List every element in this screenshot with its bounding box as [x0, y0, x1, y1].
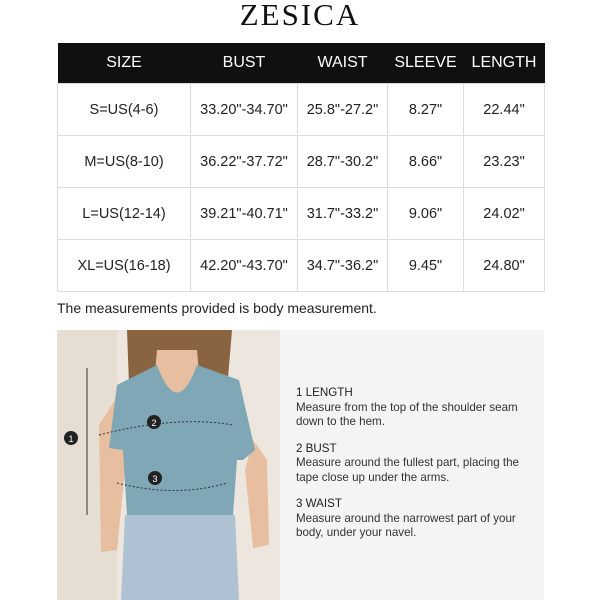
cell-waist: 25.8"-27.2" — [298, 84, 388, 136]
size-chart-table — [57, 43, 545, 292]
measurement-guide-panel — [57, 330, 544, 600]
cell-waist: 28.7"-30.2" — [298, 136, 388, 188]
model-illustration — [57, 330, 280, 600]
marker-bust-label: 2 — [151, 418, 157, 428]
marker-waist-label: 3 — [152, 474, 158, 484]
cell-length: 23.23" — [464, 136, 545, 188]
cell-waist: 31.7"-33.2" — [298, 188, 388, 240]
cell-length: 24.80" — [464, 240, 545, 292]
cell-size: M=US(8-10) — [58, 136, 191, 188]
instruction-length — [296, 386, 526, 430]
cell-sleeve: 9.06" — [388, 188, 464, 240]
cell-bust: 42.20"-43.70" — [191, 240, 298, 292]
instruction-waist — [296, 497, 526, 541]
table-row — [58, 188, 545, 240]
cell-bust: 39.21"-40.71" — [191, 188, 298, 240]
measurement-instructions — [296, 386, 526, 553]
cell-sleeve: 9.45" — [388, 240, 464, 292]
header-length: LENGTH — [464, 43, 545, 84]
cell-length: 24.02" — [464, 188, 545, 240]
cell-length: 22.44" — [464, 84, 545, 136]
header-waist: WAIST — [298, 43, 388, 84]
instruction-title: 2 BUST — [296, 441, 337, 455]
instruction-text: Measure around the narrowest part of your body, under your navel. — [296, 511, 516, 539]
table-header-row — [58, 43, 545, 84]
measurement-note: The measurements provided is body measurement. — [57, 300, 377, 316]
instruction-title: 3 WAIST — [296, 497, 342, 510]
cell-bust: 33.20"-34.70" — [191, 84, 298, 136]
table-row — [58, 136, 545, 188]
instruction-text: Measure from the top of the shoulder seam down to the hem. — [296, 400, 518, 428]
cell-size: L=US(12-14) — [58, 188, 191, 240]
header-bust: BUST — [191, 43, 298, 84]
cell-size: XL=US(16-18) — [58, 240, 191, 292]
table-row — [58, 84, 545, 136]
instruction-title: 1 LENGTH — [296, 386, 353, 399]
model-photo — [57, 330, 280, 600]
instruction-bust — [296, 442, 526, 486]
cell-waist: 34.7"-36.2" — [298, 240, 388, 292]
header-sleeve: SLEEVE — [388, 43, 464, 84]
header-size: SIZE — [58, 43, 191, 84]
brand-logo: ZESICA — [239, 0, 361, 32]
cell-sleeve: 8.27" — [388, 84, 464, 136]
table-row — [58, 240, 545, 292]
cell-sleeve: 8.66" — [388, 136, 464, 188]
marker-length-label: 1 — [68, 434, 74, 444]
instruction-text: Measure around the fullest part, placing the tape close up under the arms. — [296, 456, 519, 484]
cell-size: S=US(4-6) — [58, 84, 191, 136]
jeans — [121, 515, 239, 600]
cell-bust: 36.22"-37.72" — [191, 136, 298, 188]
